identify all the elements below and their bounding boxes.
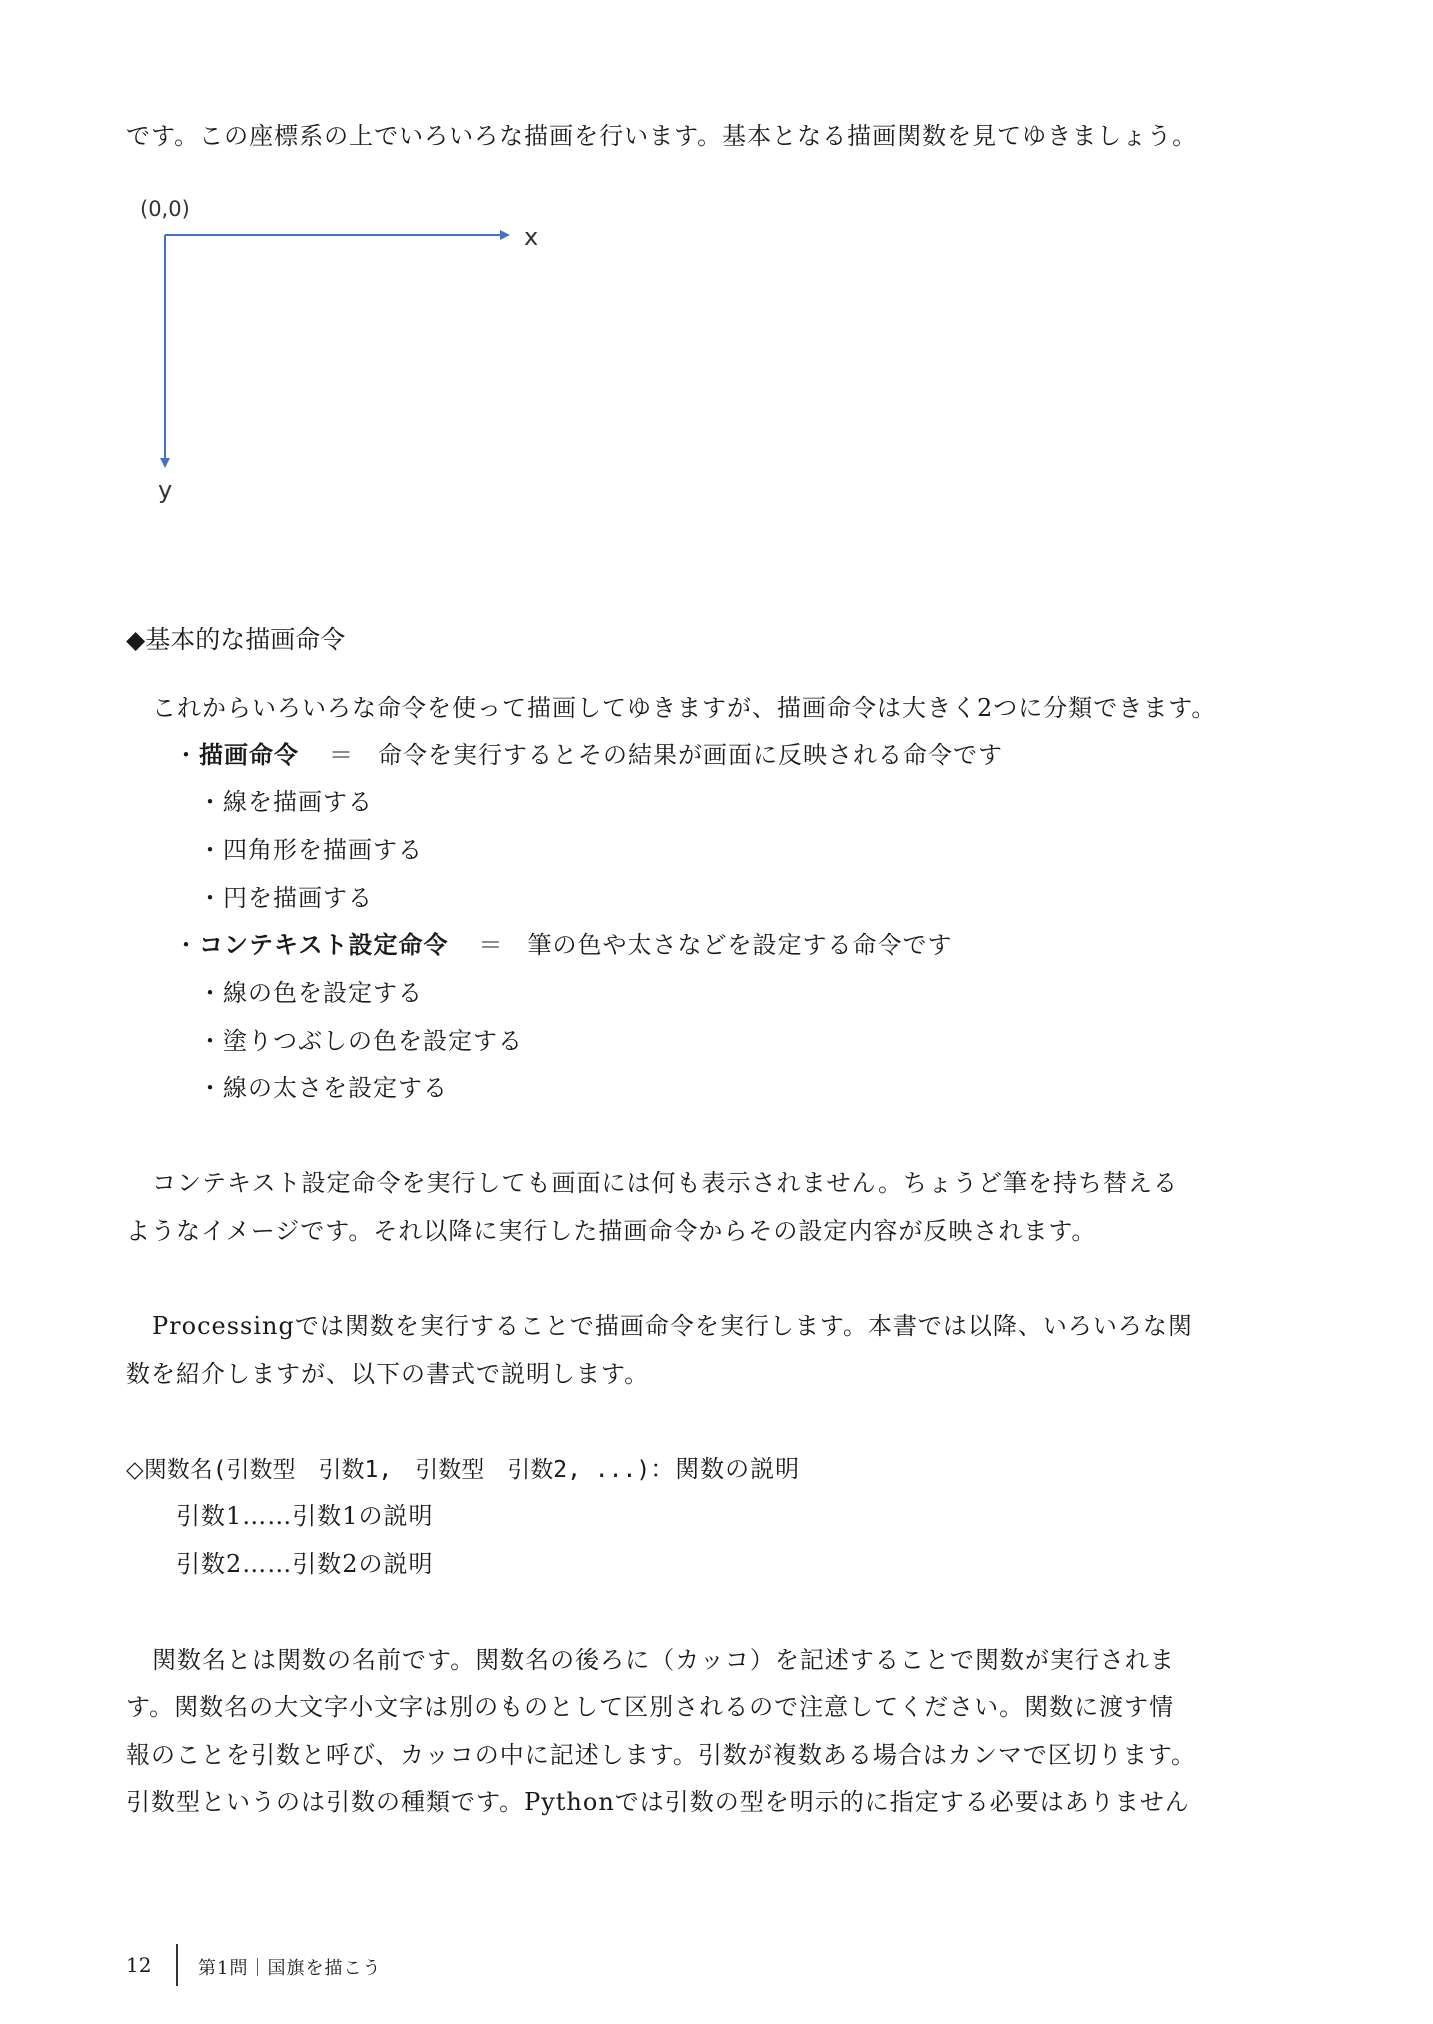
x-axis-arrowhead — [500, 230, 510, 240]
list-item: ・四角形を描画する — [198, 836, 423, 864]
paragraph-line: 関数名とは関数の名前です。関数名の後ろに（カッコ）を記述することで関数が実行されま — [152, 1646, 1175, 1674]
bullet: ・ — [174, 931, 199, 959]
function-format — [126, 1449, 800, 1484]
footer-divider — [176, 1944, 178, 1986]
page-number: 12 — [126, 1953, 152, 1977]
list-item: ・線を描画する — [198, 788, 373, 816]
paragraph-line: す。関数名の大文字小文字は別のものとして区別されるので注意してください。関数に渡す情 — [126, 1693, 1175, 1721]
coordinate-diagram — [120, 190, 560, 510]
function-description: ：関数の説明 — [650, 1455, 801, 1483]
section-intro: これからいろいろな命令を使って描画してゆきますが、描画命令は大きく2つに分類できます。 — [152, 694, 1217, 722]
chapter-title: 第1問｜国旗を描こう — [198, 1958, 382, 1979]
function-signature: 関数名(引数型 引数1, 引数型 引数2, ...) — [143, 1457, 651, 1483]
y-axis-label: y — [158, 476, 173, 504]
list-item: ・線の太さを設定する — [198, 1074, 448, 1102]
category-drawing-commands — [174, 735, 1003, 770]
origin-label: (0,0) — [140, 197, 190, 221]
category-description: 筆の色や太さなどを設定する命令です — [527, 931, 953, 959]
paragraph-line: 数を紹介しますが、以下の書式で説明します。 — [126, 1360, 650, 1388]
paragraph-line: コンテキスト設定命令を実行しても画面には何も表示されません。ちょうど筆を持ち替える — [152, 1169, 1178, 1197]
paragraph-line: Processingでは関数を実行することで描画命令を実行します。本書では以降、いろいろな関 — [152, 1312, 1193, 1340]
bullet: ・ — [174, 741, 199, 769]
list-item: ・線の色を設定する — [198, 979, 423, 1007]
paragraph-line: 引数型というのは引数の種類です。Pythonでは引数の型を明示的に指定する必要はありません — [126, 1788, 1190, 1816]
list-item: ・塗りつぶしの色を設定する — [198, 1027, 523, 1055]
argument-description: 引数2……引数2の説明 — [176, 1550, 434, 1578]
category-term: コンテキスト設定命令 — [199, 931, 449, 959]
equals-sign: ＝ — [329, 741, 354, 769]
y-axis-arrowhead — [160, 458, 170, 468]
paragraph-line: 報のことを引数と呼び、カッコの中に記述します。引数が複数ある場合はカンマで区切ります。 — [126, 1741, 1196, 1769]
list-item: ・円を描画する — [198, 884, 373, 912]
x-axis-label: x — [524, 223, 539, 251]
category-description: 命令を実行するとその結果が画面に反映される命令です — [378, 741, 1003, 769]
category-context-commands — [174, 925, 953, 960]
format-marker: ◇ — [126, 1457, 144, 1483]
intro-line: です。この座標系の上でいろいろな描画を行います。基本となる描画関数を見てゆきましょう。 — [126, 122, 1198, 150]
section-heading: ◆基本的な描画命令 — [126, 625, 346, 654]
category-term: 描画命令 — [199, 741, 299, 769]
paragraph-line: ようなイメージです。それ以降に実行した描画命令からその設定内容が反映されます。 — [126, 1217, 1097, 1245]
equals-sign: ＝ — [478, 931, 504, 959]
argument-description: 引数1……引数1の説明 — [176, 1502, 434, 1530]
